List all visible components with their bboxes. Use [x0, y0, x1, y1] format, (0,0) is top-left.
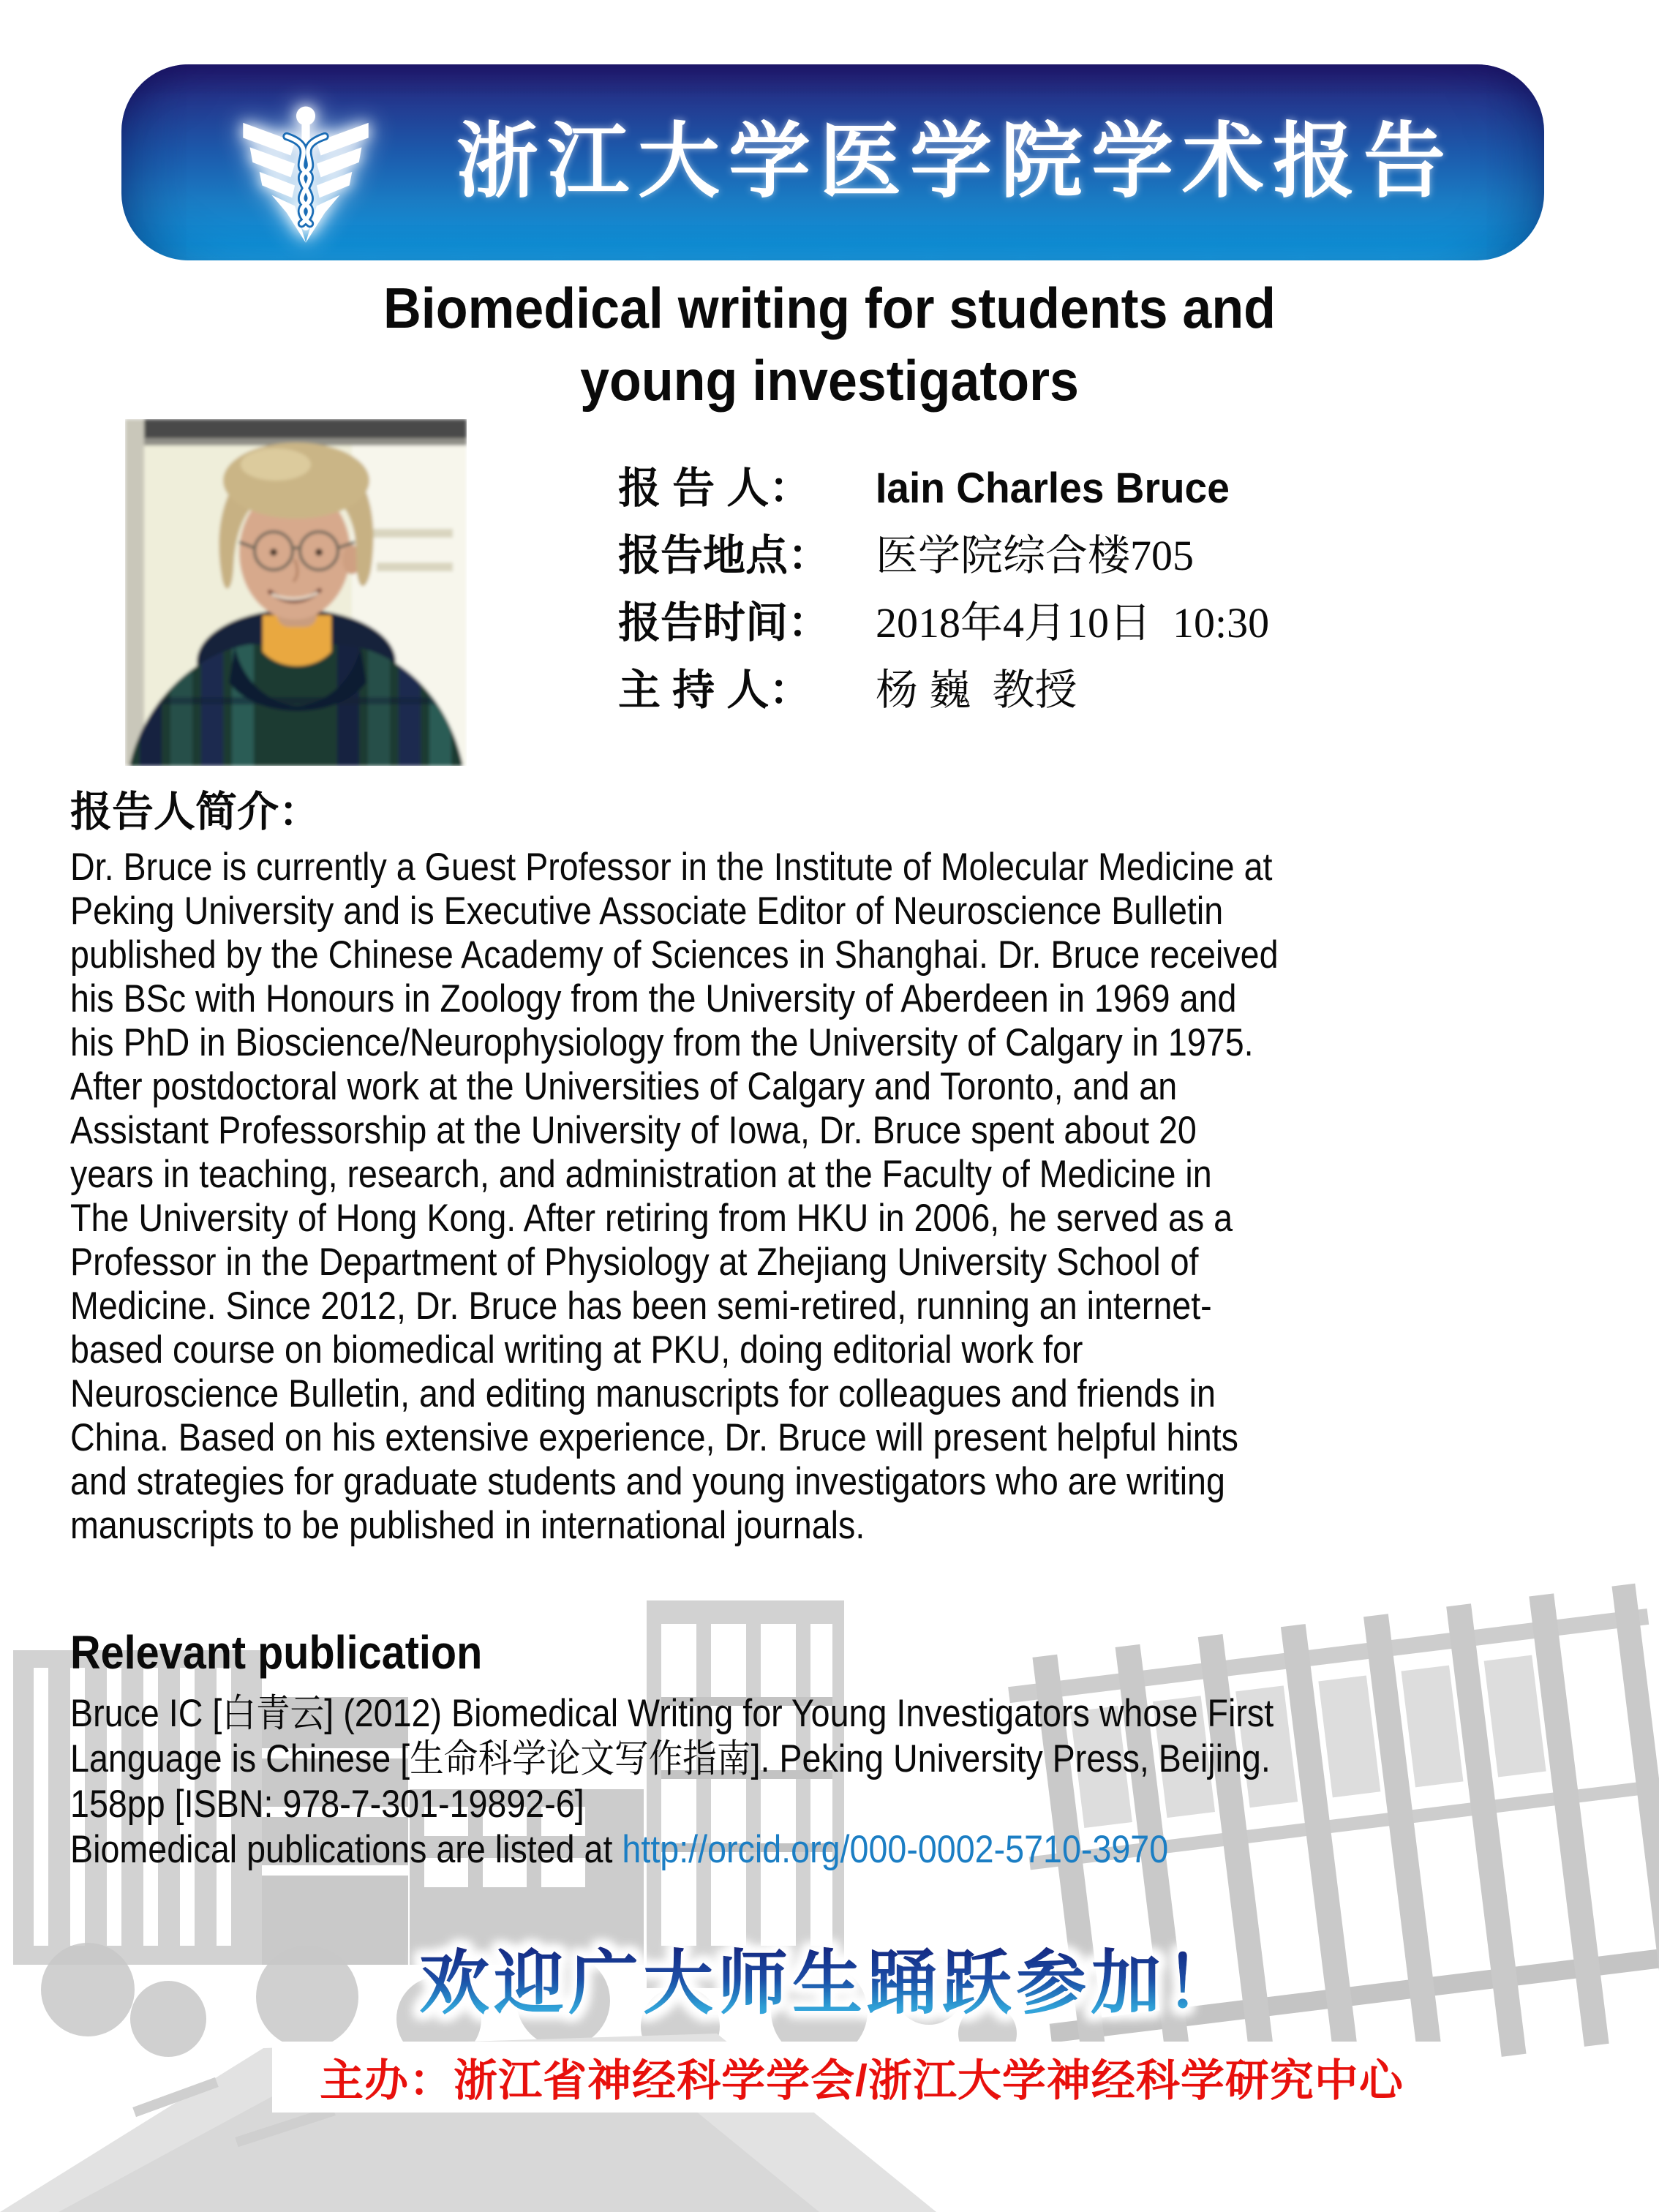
- bio-line: After postdoctoral work at the Universities of Calgary and Toronto, and an: [70, 1065, 1178, 1108]
- detail-label: 主 持 人：: [618, 666, 812, 714]
- publication-line: [70, 1827, 1274, 1873]
- bio-line: his BSc with Honours in Zoology from the University of Aberdeen in 1969 and: [70, 977, 1237, 1020]
- details-list: [618, 464, 1269, 733]
- bio-line: his PhD in Bioscience/Neurophysiology from the University of Calgary in 1975.: [70, 1021, 1254, 1064]
- bio-line: based course on biomedical writing at PKU, doing editorial work for: [70, 1328, 1083, 1372]
- bio-line: Professor in the Department of Physiology at Zhejiang University School of: [70, 1241, 1199, 1284]
- detail-row-time: [618, 598, 1269, 666]
- detail-value: 医学院综合楼705: [876, 532, 1195, 579]
- detail-value: Iain Charles Bruce: [876, 464, 1230, 512]
- bio-line: China. Based on his extensive experience, Dr. Bruce will present helpful hints: [70, 1416, 1238, 1459]
- detail-label: 报告时间：: [618, 599, 831, 647]
- detail-row-speaker: [618, 464, 1269, 531]
- publication-line: Bruce IC [白青云] (2012) Biomedical Writing for Young Investigators whose First: [70, 1692, 1274, 1735]
- welcome-banner-text: 欢迎广大师生踊跃参加！: [419, 1944, 1240, 2023]
- bio-line: and strategies for graduate students and young investigators who are writing: [70, 1460, 1225, 1503]
- bio-paragraph: [70, 846, 1279, 1548]
- caduceus-icon: [233, 101, 379, 251]
- lecture-title-line1: Biomedical writing for students and: [383, 276, 1276, 340]
- bio-line: Peking University and is Executive Associate Editor of Neuroscience Bulletin: [70, 889, 1224, 933]
- detail-row-venue: [618, 531, 1269, 598]
- detail-label: 报告地点：: [618, 532, 831, 579]
- publication-heading: Relevant publication: [70, 1626, 483, 1679]
- bio-line: years in teaching, research, and administration at the Faculty of Medicine in: [70, 1153, 1212, 1196]
- bio-line: published by the Chinese Academy of Sciences in Shanghai. Dr. Bruce received: [70, 933, 1279, 977]
- organizer-text: 主办：浙江省神经科学学会/浙江大学神经科学研究中心: [320, 2055, 1404, 2105]
- header-banner: [121, 64, 1544, 260]
- orcid-prefix: Biomedical publications are listed at: [70, 1828, 622, 1871]
- bio-line: manuscripts to be published in international journals.: [70, 1504, 865, 1547]
- bio-heading: 报告人简介：: [70, 789, 320, 835]
- publication-line: Language is Chinese [生命科学论文写作指南]. Peking University Press, Beijing.: [70, 1737, 1271, 1780]
- bio-line: The University of Hong Kong. After retiring from HKU in 2006, he served as a: [70, 1197, 1233, 1240]
- bio-line: Neuroscience Bulletin, and editing manuscripts for colleagues and friends in: [70, 1372, 1216, 1415]
- detail-row-host: [618, 666, 1269, 733]
- banner-title: 浙江大学医学院学术报告: [456, 116, 1454, 207]
- bio-line: Assistant Professorship at the University of Iowa, Dr. Bruce spent about 20: [70, 1109, 1197, 1152]
- speaker-photo: [125, 419, 467, 766]
- publication-list: [70, 1691, 1274, 1873]
- lecture-title: [67, 272, 1593, 417]
- orcid-link[interactable]: http://orcid.org/000-0002-5710-3970: [622, 1828, 1169, 1871]
- detail-value: 杨 巍 教授: [876, 666, 1077, 714]
- organizer-strip: [272, 2042, 1451, 2113]
- lecture-title-line2: young investigators: [580, 348, 1079, 413]
- bio-line: Medicine. Since 2012, Dr. Bruce has been semi-retired, running an internet-: [70, 1284, 1212, 1328]
- publication-line: 158pp [ISBN: 978-7-301-19892-6]: [70, 1783, 584, 1826]
- welcome-banner: [0, 1918, 1659, 2042]
- detail-label: 报 告 人：: [618, 464, 812, 512]
- bio-line: Dr. Bruce is currently a Guest Professor in the Institute of Molecular Medicine at: [70, 846, 1273, 889]
- detail-value: 2018年4月10日 10:30: [876, 599, 1270, 647]
